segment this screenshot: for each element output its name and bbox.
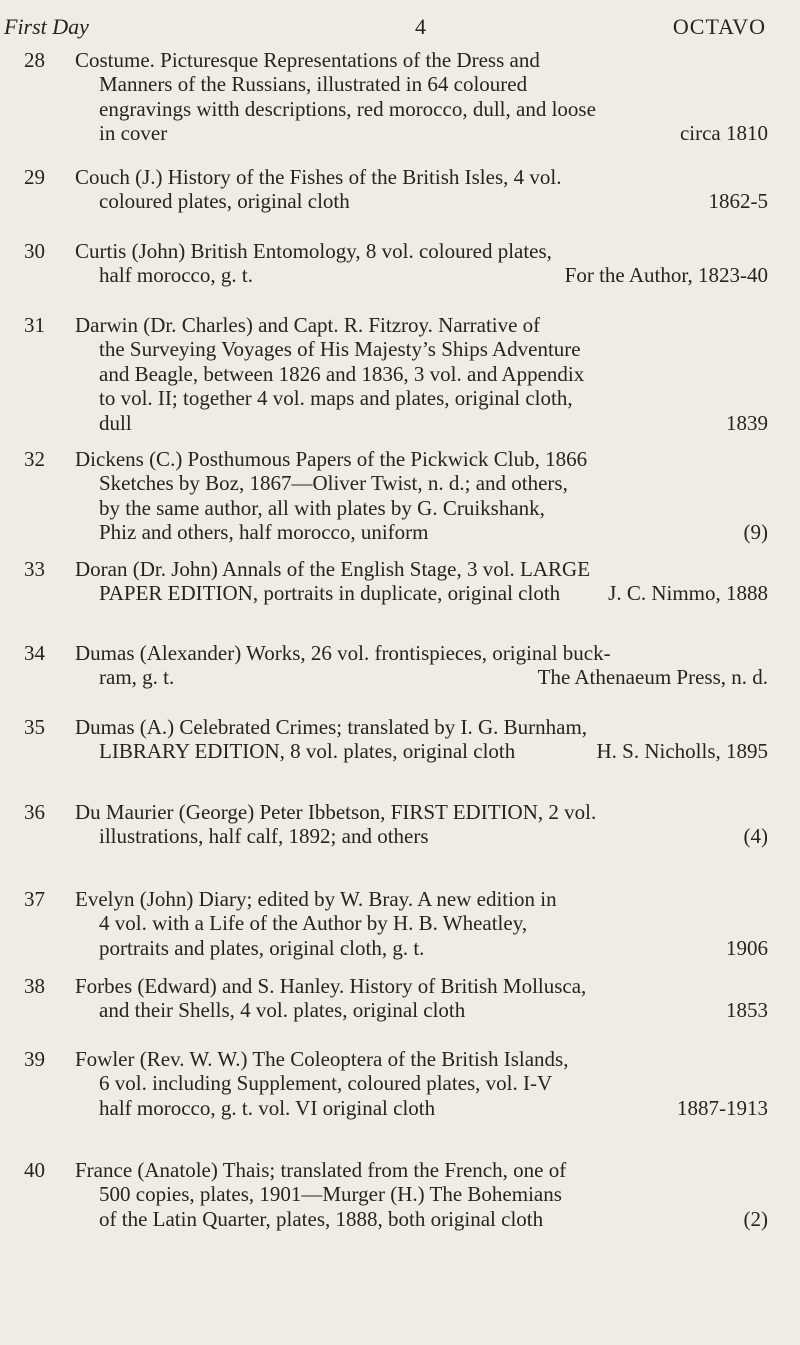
lot-line: 6 vol. including Supplement, coloured plates, vol. I-V: [99, 1071, 553, 1096]
lot-date: J. C. Nimmo, 1888: [608, 581, 768, 606]
lot-date: 1839: [726, 410, 768, 435]
lot-line: engravings witth descriptions, red morocco, dull, and loose: [99, 96, 596, 121]
lot-description: [75, 313, 768, 435]
lot-description: [75, 887, 768, 960]
lot-line: coloured plates, original cloth: [99, 189, 350, 214]
lot-date: 1906: [726, 935, 768, 960]
lot-line: illustrations, half calf, 1892; and others: [99, 824, 429, 849]
lot-number: 28: [24, 48, 45, 72]
lot-line: Doran (Dr. John) Annals of the English Stage, 3 vol. LARGE: [75, 557, 591, 581]
lot-description: [75, 1158, 768, 1231]
lot-line: in cover: [99, 121, 168, 146]
lot-number: 34: [24, 641, 45, 665]
lot-line: Fowler (Rev. W. W.) The Coleoptera of the British Islands,: [75, 1047, 569, 1071]
running-head: [0, 14, 800, 48]
lot-date: H. S. Nicholls, 1895: [596, 739, 768, 764]
lot-description: [75, 447, 768, 545]
lot-number: 37: [24, 887, 45, 911]
lot-line: Dumas (A.) Celebrated Crimes; translated by I. G. Burnham,: [75, 715, 588, 739]
lot-date: (2): [743, 1206, 768, 1231]
lot-description: [75, 800, 768, 849]
lot-line: ram, g. t.: [99, 665, 175, 690]
lot-line: and their Shells, 4 vol. plates, original cloth: [99, 998, 466, 1023]
lot-number: 29: [24, 165, 45, 189]
lot-line: by the same author, all with plates by G. Cruikshank,: [99, 495, 545, 520]
lot-line: to vol. II; together 4 vol. maps and plates, original cloth,: [99, 386, 573, 411]
lot-date: (9): [743, 520, 768, 545]
lot-line: Sketches by Boz, 1867—Oliver Twist, n. d.; and others,: [99, 471, 568, 496]
lot-description: [75, 641, 768, 690]
day-heading: First Day: [4, 14, 89, 39]
lot-number: 31: [24, 313, 45, 337]
lot-line: portraits and plates, original cloth, g. t.: [99, 935, 425, 960]
lot-number: 33: [24, 557, 45, 581]
lot-number: 35: [24, 715, 45, 739]
page-number: 4: [415, 14, 426, 39]
lot-line: the Surveying Voyages of His Majesty’s Ships Adventure: [99, 337, 581, 362]
format-heading: OCTAVO: [672, 14, 766, 39]
lot-line: Manners of the Russians, illustrated in 64 coloured: [99, 72, 528, 97]
lot-date: circa 1810: [679, 121, 768, 146]
lot-description: [75, 974, 768, 1023]
lot-description: [75, 48, 768, 146]
lot-line: of the Latin Quarter, plates, 1888, both original cloth: [99, 1206, 544, 1231]
lot-line: LIBRARY EDITION, 8 vol. plates, original cloth: [99, 739, 516, 764]
lot-number: 39: [24, 1047, 45, 1071]
lot-description: [75, 715, 768, 764]
lot-line: and Beagle, between 1826 and 1836, 3 vol. and Appendix: [99, 361, 585, 386]
lot-date: (4): [743, 824, 768, 849]
lot-description: [75, 239, 768, 288]
lot-description: [75, 557, 768, 606]
lot-line: Forbes (Edward) and S. Hanley. History of British Mollusca,: [75, 974, 587, 998]
lot-number: 36: [24, 800, 45, 824]
lot-line: Evelyn (John) Diary; edited by W. Bray. A new edition in: [75, 887, 557, 911]
lot-date: 1887-1913: [677, 1095, 768, 1120]
lot-description: [75, 1047, 768, 1120]
lot-line: 4 vol. with a Life of the Author by H. B. Wheatley,: [99, 911, 528, 936]
lot-line: Dumas (Alexander) Works, 26 vol. frontispieces, original buck-: [75, 641, 611, 665]
lot-number: 30: [24, 239, 45, 263]
lot-line: Phiz and others, half morocco, uniform: [99, 520, 429, 545]
lot-date: For the Author, 1823-40: [564, 263, 768, 288]
lot-date: The Athenaeum Press, n. d.: [537, 665, 768, 690]
lot-description: [75, 165, 768, 214]
lot-line: Du Maurier (George) Peter Ibbetson, FIRST EDITION, 2 vol.: [75, 800, 597, 824]
lot-number: 40: [24, 1158, 45, 1182]
lot-line: Couch (J.) History of the Fishes of the British Isles, 4 vol.: [75, 165, 562, 189]
lot-line: PAPER EDITION, portraits in duplicate, original cloth: [99, 581, 561, 606]
lot-date: 1862-5: [708, 189, 768, 214]
lot-number: 38: [24, 974, 45, 998]
lot-number: 32: [24, 447, 45, 471]
lot-line: France (Anatole) Thais; translated from the French, one of: [75, 1158, 567, 1182]
lot-line: Dickens (C.) Posthumous Papers of the Pickwick Club, 1866: [75, 447, 588, 471]
lot-line: dull: [99, 410, 132, 435]
lot-line: 500 copies, plates, 1901—Murger (H.) The Bohemians: [99, 1182, 562, 1207]
lot-line: Curtis (John) British Entomology, 8 vol. coloured plates,: [75, 239, 552, 263]
lot-line: Darwin (Dr. Charles) and Capt. R. Fitzroy. Narrative of: [75, 313, 541, 337]
lot-date: 1853: [726, 998, 768, 1023]
lot-line: half morocco, g. t.: [99, 263, 253, 288]
lot-line: Costume. Picturesque Representations of the Dress and: [75, 48, 540, 72]
lot-line: half morocco, g. t. vol. VI original cloth: [99, 1095, 436, 1120]
